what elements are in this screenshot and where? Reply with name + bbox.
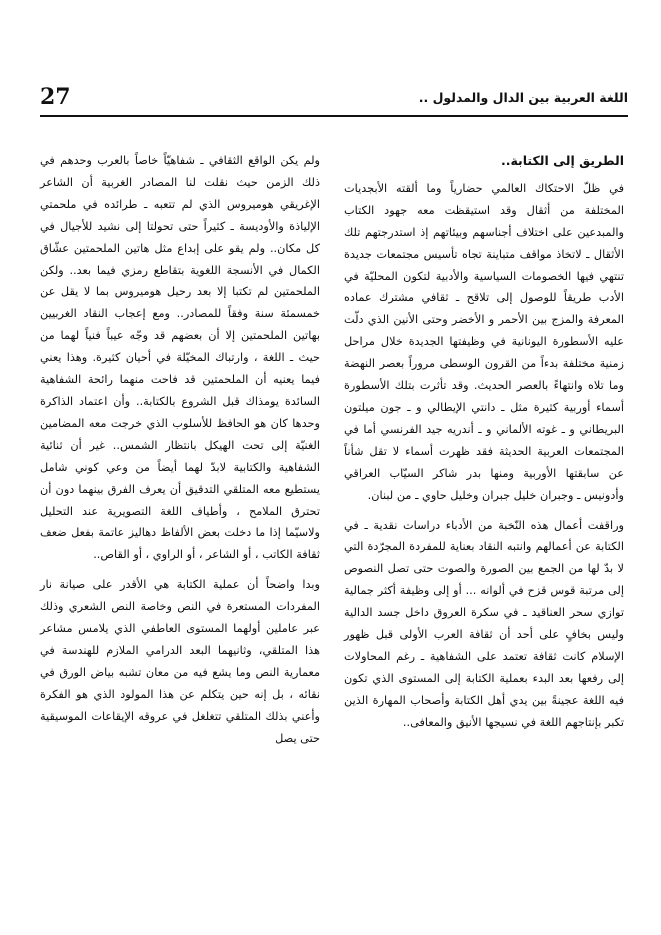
running-head: [40, 86, 628, 116]
body-paragraph: وبدا واضحاً أن عملية الكتابة هي الأقدر على صيانة نار المفردات المستعرة في النص وخاصة النص الشعري وذلك عبر عاملين أولهما المستوى العاطفي الذي يلامس مشاعر هذا المتلقي، وثانيهما البعد الدرامي الملازم للهندسة في معمارية النص وما يشع فيه من معان تشبه بياض الورق في نقائه ، بل إنه حين يتكلم عن هذا المولود الذي هو الفكرة وأعني بذلك المتلقي تتغلغل في عروقه الإيقاعات الموسيقية حتى يصل: [40, 578, 320, 745]
body-paragraph: ولم يكن الواقع الثقافي ـ شفاهيّاً خاصاً بالعرب وحدهم في ذلك الزمن حيث نقلت لنا المصادر الغربية أن الشاعر الإغريقي هوميروس الذي لم تتعبه ـ طرائده في ملحمتي الإلياذة والأوديسة ـ كثيراً حتى تحولتا إلى نشيد للأجيال في كل مكان.. ولم يقو على إبداع مثل هاتين الملحمتين عشّاق الكمال في الأنسجة اللغوية بتقاطع رمزي فيما بعد.. ولكن الملحمتين لم تكتبا إلا بعد رحيل هوميروس بما لا يقل عن خمسمئة سنة وفقاً للمصادر.. ومع إعجاب النقاد الغربيين بهاتين الملحمتين إلا أن بعضهم قد وجّه عيباً فنياً لهما من حيث ـ اللغة ، وارتباك المخيّلة في أحيان كثيرة. وهذا يعني فيما يعنيه أن الملحمتين قد فاحت منهما رائحة الشفاهية السائدة يومذاك قبل الشروع بالكتابة.. وأن اعتماد الذاكرة وحدها كان هو الحافظ للأسلوب الذي خرجت معه المضامين الغنيّة إلى تحت الهيكل بانتظار الشمس.. غير أن ثنائية الشفاهية والكتابية لابدّ لهما أيضاً من وعي كوني شامل يستطيع معه المتلقي التدقيق أن يعرف الفرق بينهما دون أن تحترق الملامح ، وأطياف اللغة التصويرية عند التحليل ولاسيّما إذا ما دخلت بعض الألفاظ دهاليز عاتمة بفعل ضعف ثقافة الكاتب ، أو الشاعر ، أو الراوي ، أو القاص..: [40, 154, 320, 562]
body-paragraph: وراقفت أعمال هذه النّخبة من الأدباء دراسات نقدية ـ في الكتابة عن أعمالهم وانتبه النقاد بعناية للمفردة المجرّدة التي لا بدّ لها من الجمع بين الصورة والصوت حتى تصل النصوص إلى مرتبة قوس قزح في ألوانه ... أو إلى وظيفة أكثر جمالية توازي سحر العناقيد ـ في سكرة العروق داخل جسد الدالية وليس بخافٍ على أحد أن ثقافة العرب الأولى قبل ظهور الإسلام كانت ثقافة تعتمد على الشفاهية ـ رغم المحاولات إلى رفعها بعد البدء بعملية الكتابة إلى المستوى الذي تكون فيه اللغة عجينةً بين يدي أهل الكتابة وأصحاب المهارة الذين تكبر بإنتاجهم اللغة في نسيجها الأنيق والمعافى..: [344, 518, 624, 729]
header-rule: [40, 115, 628, 117]
running-title: اللغة العربية بين الدال والمدلول ..: [418, 90, 628, 105]
page-number: 27: [40, 84, 71, 110]
body-paragraph: في ظلّ الاحتكاك العالمي حضارياً وما ألقته الأبجديات المختلفة من أثقال وقد استيقظت معه جهود الكتاب والمبدعين على اختلاف أجناسهم وبيئاتهم إذ استدرجتهم تلك الأثقال ـ لاتخاذ مواقف متباينة تجاه تأسيس مجتمعات جديدة تنتهي فيها الخصومات السياسية والأدبية لتكون المحليّة في الأدب طريقاً للوصول إلى تلاقح ـ ثقافي مشترك عماده المعرفة والمزج بين الأحمر و الأخضر وحتى الأنين الذي دلّت عليه الأسطورة اليونانية في وظيفتها الجديدة خلال مراحل زمنية مختلفة بدءاً من القرون الوسطى مروراً بعصر النهضة وما تلاه وانتهاءً بالعصر الحديث. وقد تأثرت بتلك الأسطورة أسماء أوربية كثيرة مثل ـ دانتي الإيطالي و ـ جون ميلتون البريطاني و ـ غوته الألماني و ـ أندريه جيد الفرنسي أما في المجتمعات العربية الحديثة فقد ظهرت أسماء لا تقل شأناً عن سابقتها الأوربية ومنها بدر شاكر السيّاب العراقي وأدونيس ـ وجبران خليل جبران وخليل حاوي ـ من لبنان.: [344, 181, 624, 502]
left-column: [40, 150, 320, 749]
section-heading: الطريق إلى الكتابة..: [500, 153, 624, 168]
right-column: [344, 150, 624, 734]
